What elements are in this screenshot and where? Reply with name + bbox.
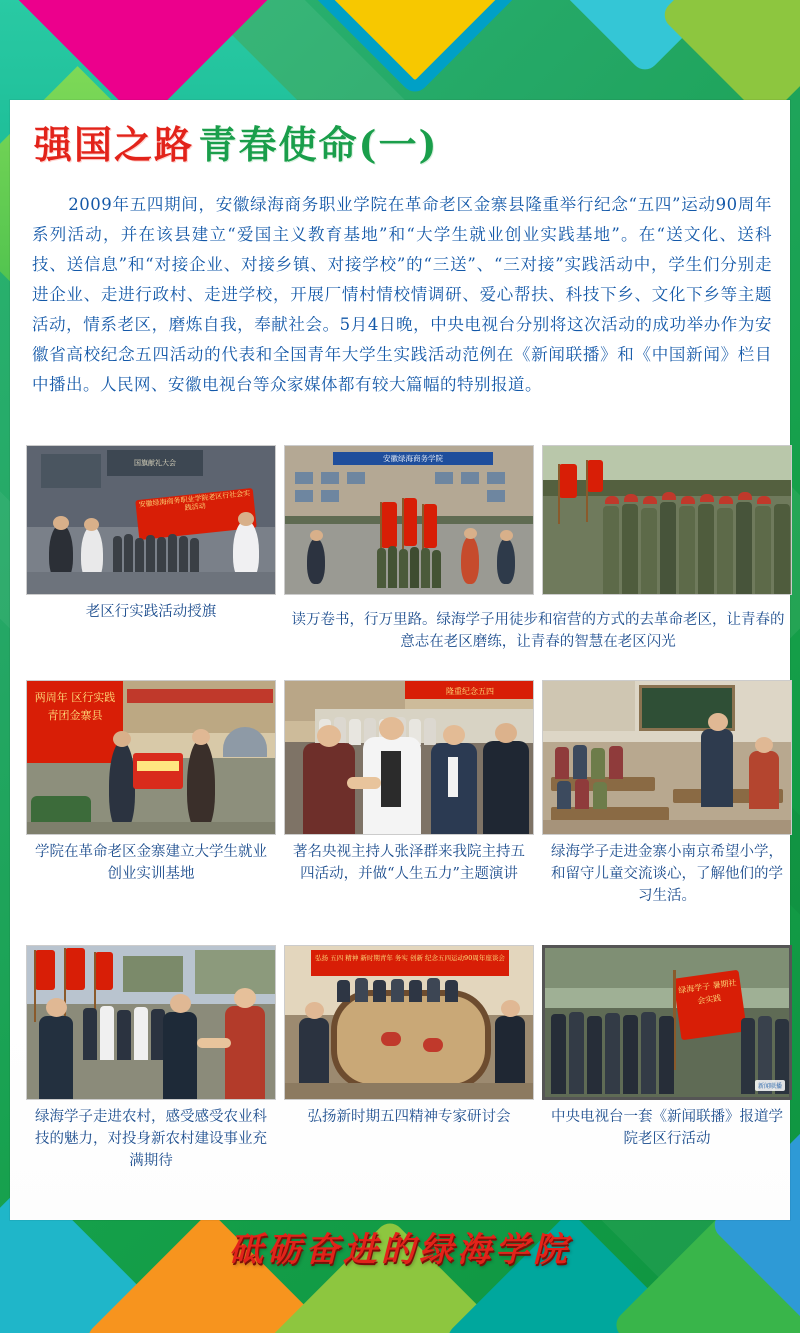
photo-cell xyxy=(542,945,792,1172)
camo-students-march-photo xyxy=(542,445,792,595)
tv-channel-tag: 新闻联播 xyxy=(755,1080,785,1091)
cctv-news-photo xyxy=(542,945,792,1100)
banner-text: 安徽绿海商务职业学院老区行社会实践活动 xyxy=(138,489,251,512)
banner-text: 弘扬 五四 精神 新时期青年 务实 创新 纪念五四运动90周年座谈会 xyxy=(315,954,505,962)
photo-cell xyxy=(284,945,534,1172)
photo-caption: 学院在革命老区金寨建立大学生就业创业实训基地 xyxy=(35,844,267,882)
photo-cell xyxy=(542,445,792,623)
footer-slogan: 砥砺奋进的绿海学院 xyxy=(229,1230,571,1270)
photo-caption: 弘扬新时期五四精神专家研讨会 xyxy=(307,1109,511,1125)
photo-cell xyxy=(542,680,792,907)
photo-cell xyxy=(284,680,534,907)
classroom-visit-photo xyxy=(542,680,792,835)
photo-row-2 xyxy=(26,680,794,907)
building-sign: 安徽绿海商务学院 xyxy=(333,452,493,465)
flag-ceremony-photo: 国旗献礼大会 安徽绿海商务职业学院老区行社会实践活动 xyxy=(26,445,276,595)
photo-caption: 绿海学子走进金寨小南京希望小学，和留守儿童交流谈心，了解他们的学习生活。 xyxy=(551,844,783,904)
photo-row-3 xyxy=(26,945,794,1172)
photo-caption: 读万卷书，行万里路。绿海学子用徒步和宿营的方式的去革命老区，让青春的意志在老区磨练，让青春的智慧在老区闪光 xyxy=(291,612,785,650)
campus-march-photo xyxy=(284,445,534,595)
body-paragraph: 2009年五四期间，安徽绿海商务职业学院在革命老区金寨县隆重举行纪念“五四”运动90周年系列活动，并在该县建立“爱国主义教育基地”和“大学生就业创业实践基地”。在“送文化、送科技、送信息”和“对接企业、对接乡镇、对接学校”的“三送”、“三对接”实践活动中，学生们分别走进企业、走进行政村、走进学校，开展厂情村情校情调研、爱心帮扶、科技下乡、文化下乡等主题活动，情系老区，磨炼自我，奉献社会。5月4日晚，中央电视台分别将这次活动的成功举办作为安徽省高校纪念五四活动的代表和全国青年大学生实践活动范例在《新闻联播》和《中国新闻》栏目中播出。人民网、安徽电视台等众家媒体都有较大篇幅的特别报道。 xyxy=(32,195,772,394)
photo-caption: 绿海学子走进农村，感受感受农业科技的魅力，对投身新农村建设事业充满期待 xyxy=(35,1109,267,1169)
photo-caption: 著名央视主持人张泽群来我院主持五四活动，并做“人生五力”主题演讲 xyxy=(293,844,525,882)
photo-cell xyxy=(26,945,276,1172)
photo-cell xyxy=(26,680,276,907)
base-establishment-photo xyxy=(26,680,276,835)
poster-footer xyxy=(0,1222,800,1271)
village-visit-photo xyxy=(26,945,276,1100)
page-title xyxy=(10,114,790,169)
photo-caption: 中央电视台一套《新闻联播》报道学院老区行活动 xyxy=(551,1109,783,1147)
page-title-green: 青春使命(一) xyxy=(198,122,439,167)
banner-text: 两周年 区行实践 青团金寨县 xyxy=(34,691,116,722)
banner-text: 隆重纪念五四 xyxy=(446,687,494,696)
content-card xyxy=(10,100,790,1220)
photo-row-1 xyxy=(26,445,794,623)
host-handshake-photo xyxy=(284,680,534,835)
symposium-photo xyxy=(284,945,534,1100)
photo-cell xyxy=(284,445,534,623)
page-title-red: 强国之路 xyxy=(34,122,195,167)
banner-text: 绿海学子 暑期社会实践 xyxy=(677,978,738,1006)
photo-caption: 老区行实践活动授旗 xyxy=(85,604,217,620)
photo-cell xyxy=(26,445,276,623)
photo-row-1-caption xyxy=(284,603,800,653)
